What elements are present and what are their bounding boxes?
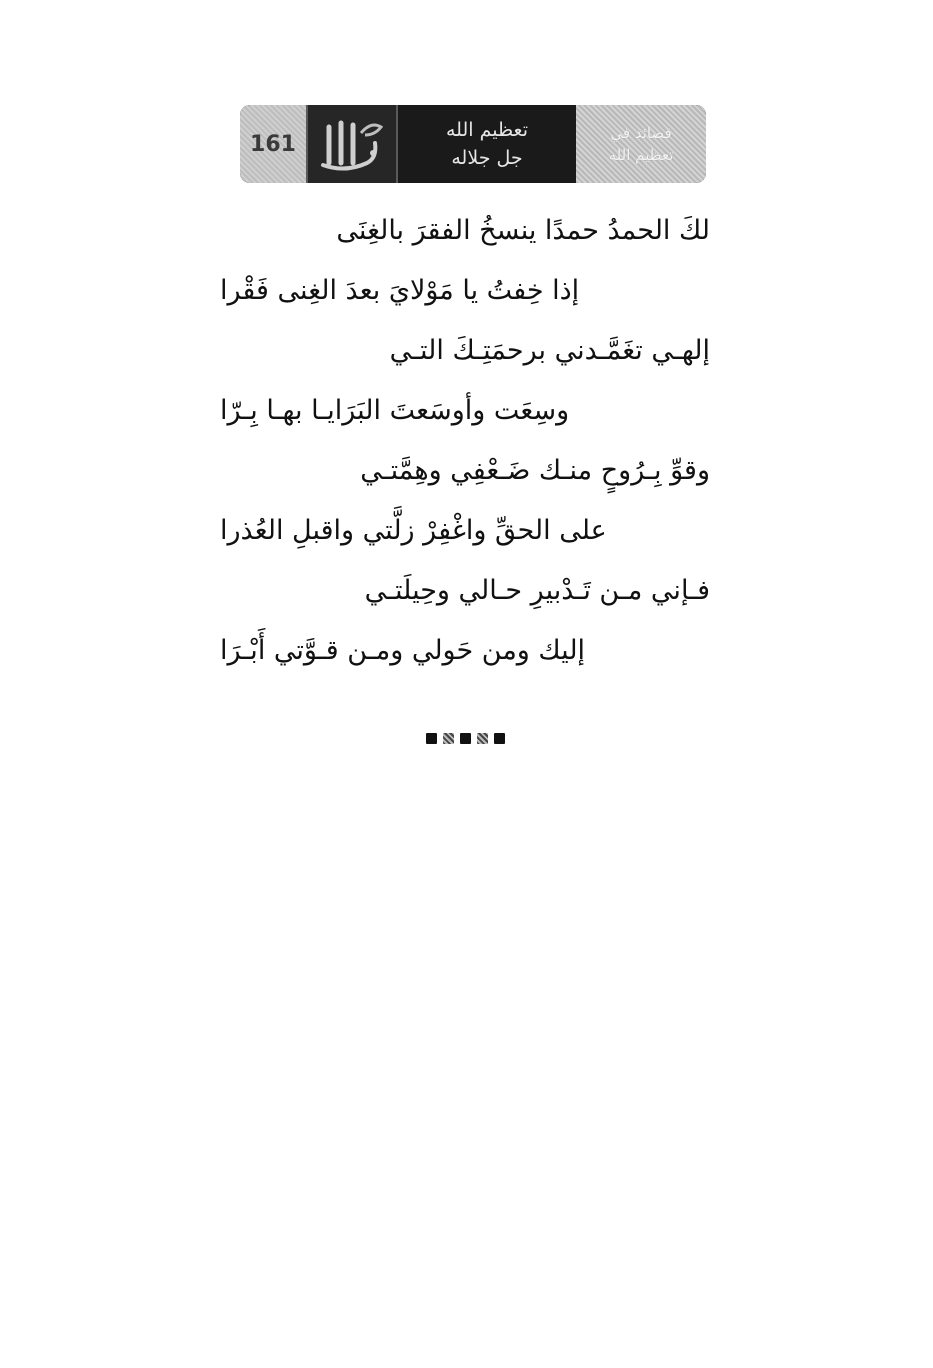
section-separator xyxy=(426,733,505,744)
verse-4: وسِعَت وأوسَعتَ البَرَايـا بهـا بِـرّا xyxy=(220,395,570,426)
verse-8: إليك ومن حَولي ومـن قـوَّتي أَبْـرَا xyxy=(220,635,586,666)
chapter-title-line-1: تعظيم الله xyxy=(445,119,528,141)
separator-square xyxy=(494,733,505,744)
series-title-line-1: قصائد في xyxy=(610,124,672,142)
chapter-title-line-2: جل جلاله xyxy=(451,147,523,169)
chapter-title xyxy=(398,105,576,183)
page-header xyxy=(240,105,706,183)
verse-2: إذا خِفتُ يا مَوْلايَ بعدَ الغِنى فَقْرا xyxy=(220,275,580,306)
calligraphy-art xyxy=(315,113,389,175)
verse-1: لكَ الحمدُ حمدًا ينسخُ الفقرَ بالغِنَى xyxy=(336,215,710,246)
page-number: 161 xyxy=(250,131,296,157)
verse-7: فـإني مـن تَـدْبيرِ حـالي وحِيلَتـي xyxy=(364,575,710,606)
verse-5: وقوِّ بِـرُوحٍ منـك ضَـعْفِي وهِمَّتـي xyxy=(360,455,710,486)
separator-square xyxy=(426,733,437,744)
allah-calligraphy-icon xyxy=(306,105,398,183)
verse-6: على الحقِّ واغْفِرْ زلَّتي واقبلِ العُذرا xyxy=(220,515,607,546)
separator-square xyxy=(443,733,454,744)
verse-3: إلهـي تغَمَّـدني برحمَتِـكَ التـي xyxy=(389,335,710,366)
separator-square xyxy=(460,733,471,744)
page-number-box xyxy=(240,105,306,183)
series-title-line-2: تعظيم الله xyxy=(608,146,674,164)
separator-square xyxy=(477,733,488,744)
series-title xyxy=(576,105,706,183)
